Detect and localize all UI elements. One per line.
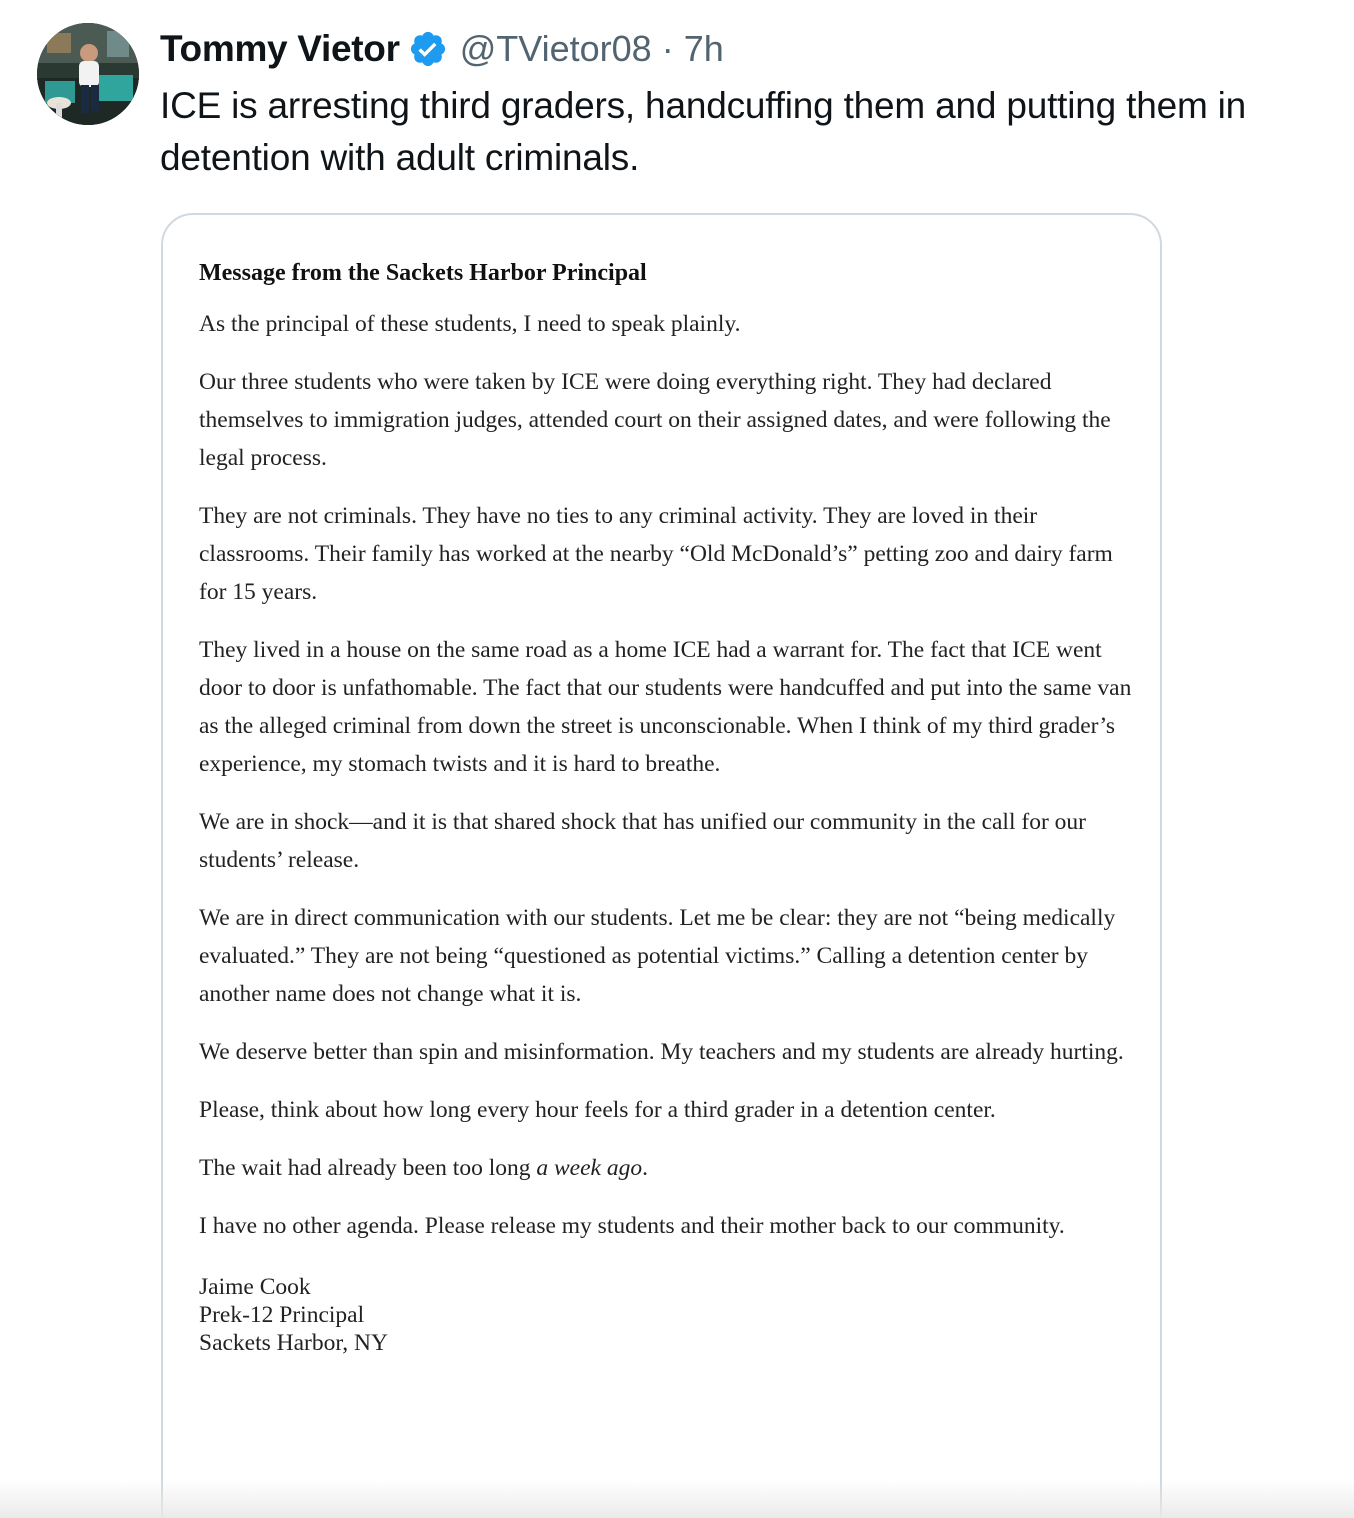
author-handle[interactable]: @TVietor08: [459, 28, 652, 69]
wait-end: .: [642, 1155, 648, 1181]
tweet-header: [160, 26, 724, 72]
letter-paragraph: They lived in a house on the same road as a home ICE had a warrant for. The fact that ICE went door to door is unfathomable. The fact that our students were handcuffed and put into the same van as the alleged criminal from down the street is unconscionable. When I think of my third grader’s experience, my stomach twists and it is hard to breathe.: [199, 637, 1132, 777]
letter-paragraph: We are in direct communication with our students. Let me be clear: they are not “being medically evaluated.” They are not being “questioned as potential victims.” Calling a detention center by another name does not change what it is.: [199, 905, 1116, 1007]
wait-emphasis: a week ago: [536, 1155, 643, 1181]
letter-paragraph: Our three students who were taken by ICE were doing everything right. They had declared themselves to immigration judges, attended court on their assigned dates, and were following the legal process.: [199, 369, 1111, 471]
letter-title: Message from the Sackets Harbor Principal: [199, 260, 647, 286]
attached-image-card[interactable]: [161, 213, 1162, 1518]
wait-text: The wait had already been too long: [199, 1155, 537, 1181]
letter-paragraph: We deserve better than spin and misinformation. My teachers and my students are already hurting.: [199, 1039, 1124, 1065]
signature-block: [199, 1273, 1139, 1357]
letter-paragraph: As the principal of these students, I need to speak plainly.: [199, 311, 741, 337]
letter-paragraph: Please, think about how long every hour feels for a third grader in a detention center.: [199, 1097, 996, 1123]
verified-badge-icon: [408, 29, 448, 69]
letter-paragraph: We are in shock—and it is that shared shock that has unified our community in the call for our students’ release.: [199, 809, 1086, 873]
tweet-text: ICE is arresting third graders, handcuffing them and putting them in detention with adult criminals.: [160, 85, 1247, 178]
profile-photo-icon: [37, 23, 139, 125]
separator-dot: ·: [661, 28, 674, 69]
letter-paragraph-closing: I have no other agenda. Please release my students and their mother back to our community.: [199, 1213, 1065, 1239]
letter-paragraph-wait: [199, 1149, 1139, 1187]
avatar[interactable]: [37, 23, 139, 125]
signature-location: Sackets Harbor, NY: [199, 1330, 388, 1356]
principal-letter: [199, 253, 1139, 1357]
letter-paragraph: They are not criminals. They have no ties to any criminal activity. They are loved in their classrooms. Their family has worked at the nearby “Old McDonald’s” petting zoo and dairy farm for 15 years.: [199, 503, 1113, 605]
signature-name: Jaime Cook: [199, 1274, 311, 1300]
bottom-fade: [0, 1480, 1354, 1518]
signature-title: Prek-12 Principal: [199, 1302, 365, 1328]
author-name[interactable]: Tommy Vietor: [160, 28, 400, 69]
post-time[interactable]: 7h: [683, 28, 724, 69]
